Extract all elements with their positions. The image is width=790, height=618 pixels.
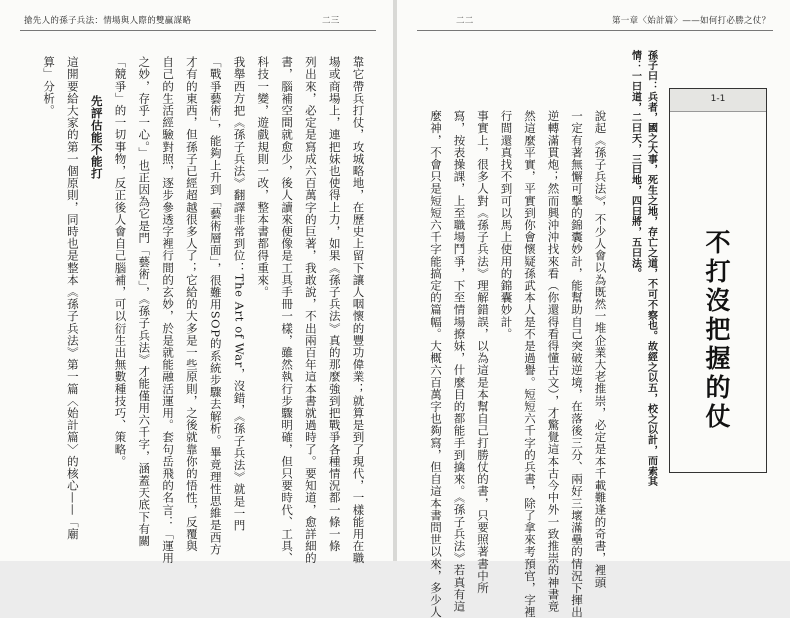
section-heading: 先評估能不能打 — [89, 95, 104, 180]
text-column: 這開要給大家的第一個原則，同時也是整本《孫子兵法》第一篇〈始計篇〉的核心——「廟 — [65, 56, 80, 540]
text-column: 科技一變，遊戲規則一改，整本書都得重來。 — [256, 56, 271, 298]
text-column: 說起《孫子兵法》，不少人會以為既然一堆企業大老推崇，必定是本千載難逢的奇書，裡頭 — [593, 110, 608, 589]
text-column: 然這麼平實，平實到你會懷疑孫武本人是不是過譽。短短六千字的兵書，除了拿來考預官，字裡 — [523, 110, 537, 618]
page-number-right: 二二 — [456, 16, 474, 26]
section-title: 不打沒把握的仗 — [702, 229, 731, 432]
text-column: 寫，按表操課，上至職場鬥爭，下至情場撩妹，什麼目的都能手到擒來。《孫子兵法》若真有這 — [452, 110, 467, 613]
chapter-section-box — [669, 88, 767, 473]
text-column: 靠它帶兵打仗，攻城略地，在歷史上留下讓人咽懷的豐功偉業；就算是到了現代，一樣能用在職 — [351, 56, 366, 565]
text-column: 我舉西方把《孫子兵法》翻譯非常到位：The Art of War，沒錯，《孫子兵法》就是一門 — [232, 56, 247, 532]
text-column: 之妙，存乎一心。」也正因為它是門「藝術」，《孫子兵法》才能僅用六千字，涵蓋天底下有關 — [137, 56, 152, 547]
text-column: 「戰爭藝術」，能夠上升到「藝術層面」，很難用SOP的系統步驟去解析。畢竟理性思維是西方 — [208, 56, 223, 556]
header-rule-left — [20, 30, 376, 31]
right-page — [397, 0, 790, 618]
running-title-left: 搶先人的孫子兵法：情場與人際的雙贏謀略 — [24, 16, 192, 26]
text-column: 才有的東西，但孫子已經超越很多人了；它給的大多是一些原則，之後就靠你的悟性，反覆與 — [184, 56, 199, 553]
sunzi-quote-line: 孫子曰：兵者，國之大事，死生之地，存亡之道，不可不察也。故經之以五，校之以計，而索其 — [645, 50, 657, 487]
text-column: 一定有著無懈可擊的錦囊妙計，能幫助自己突破逆境，在落後三分、兩好三壞滿壘的情況下揮出 — [570, 110, 584, 618]
left-page — [0, 0, 393, 565]
page-number-left: 二三 — [322, 16, 340, 26]
text-column: 場或商場上，連把妹也使得上力，如果《孫子兵法》真的那麼強到把戰爭各種情況都一條一條 — [327, 56, 342, 553]
text-column: 「競爭」的一切事物，反正後人會自己腦補，可以衍生出無數種技巧、策略。 — [113, 56, 128, 468]
text-column: 事實上，很多人對《孫子兵法》理解錯誤，以為這是本幫自己打勝仗的書，只要照著書中所 — [476, 110, 490, 594]
text-column: 算」分析。 — [42, 56, 57, 117]
text-column: 行間還真找不到可以馬上使用的錦囊妙計。 — [499, 110, 514, 340]
text-column: 逆轉滿貫炮；然而興沖沖找來看（你還得看得懂古文），才驚覺這本古今中外一致推崇的神書竟 — [546, 110, 561, 613]
text-column: 書，腦補空間就愈少，後人讀來便像是工具手冊一樣，雖然執行步驟明確，但只要時代、工具、 — [280, 56, 295, 565]
section-number-label: 1-1 — [710, 94, 726, 104]
text-column: 列出來，必定是寫成六百萬字的巨著，我敢說，不出兩百年這本書就過時了。要知道，愈詳細的 — [303, 56, 318, 565]
running-title-right: 第一章〈始計篇〉——如何打必勝之仗？ — [612, 16, 771, 26]
header-rule-right — [417, 30, 773, 31]
text-column: 麼神，不會只是短短六千字能搞定的篇幅。大概六百萬字也夠寫，但自這本書問世以來，多少人 — [429, 110, 443, 618]
text-column: 自己的生活經驗對照，逐步參透字裡行間的玄妙，於是就能融活運用。套句岳飛的名言：「運用 — [161, 56, 176, 565]
sunzi-quote-line: 情：一曰道，二曰天，三曰地，四曰將，五曰法。 — [629, 50, 641, 279]
